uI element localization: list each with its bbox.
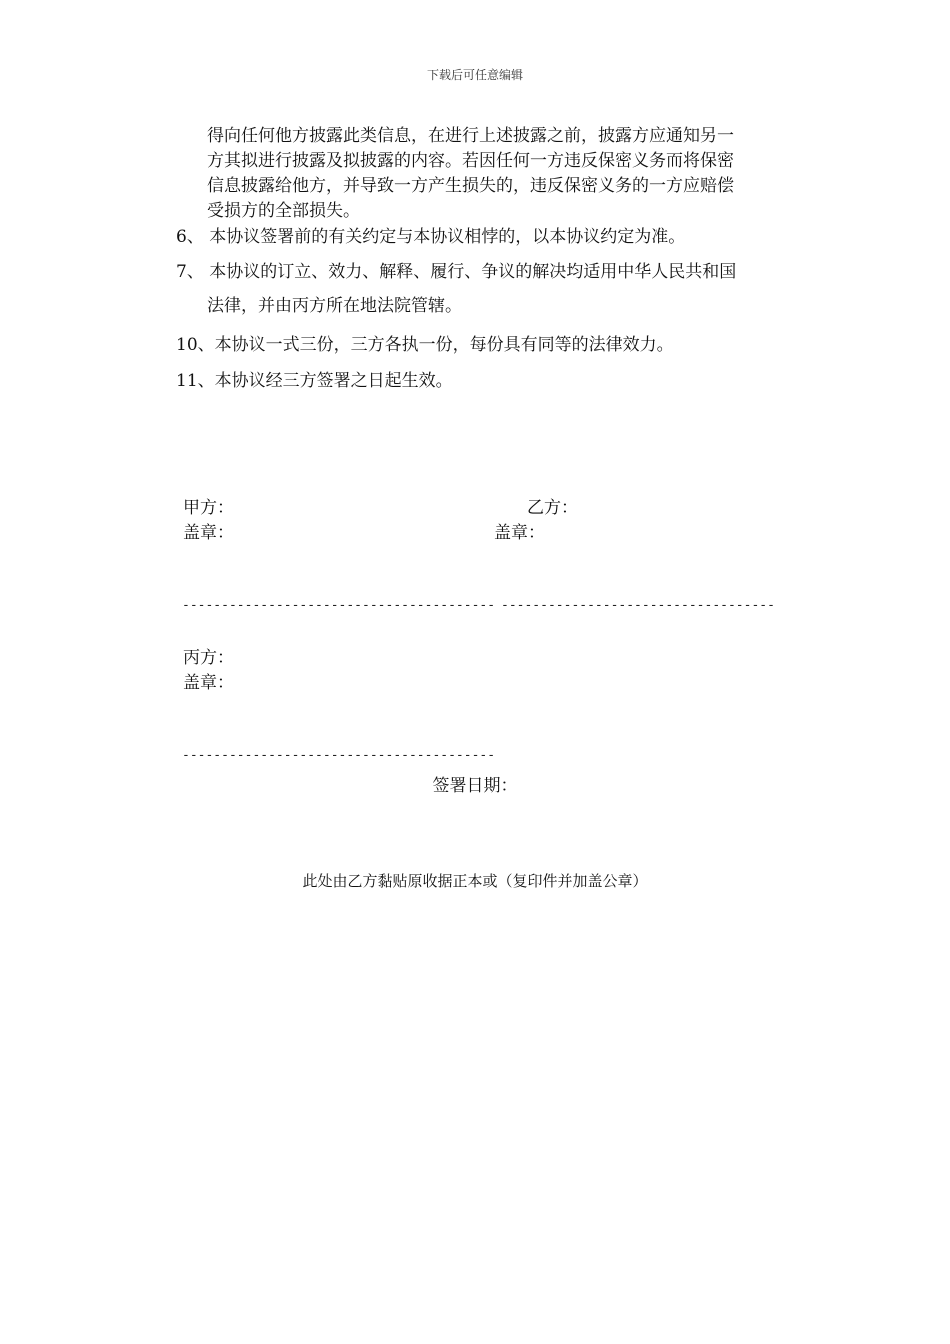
party-b-seal-label: 盖章： <box>494 523 545 543</box>
clause-6 <box>176 225 685 250</box>
clause-7-continuation: 法律，并由丙方所在地法院管辖。 <box>207 296 462 316</box>
text-line: 受损方的全部损失。 <box>207 201 360 221</box>
clause-number: 7、 <box>176 262 204 282</box>
party-b-label: 乙方： <box>527 498 578 518</box>
clause-5-continuation <box>207 124 807 224</box>
clause-10: 10、本协议一式三份，三方各执一份，每份具有同等的法律效力。 <box>176 335 674 355</box>
text-line: 方其拟进行披露及拟披露的内容。若因任何一方违反保密义务而将保密 <box>207 151 734 171</box>
party-a-seal-label: 盖章： <box>183 523 234 543</box>
party-a-label: 甲方： <box>183 498 234 518</box>
clause-text: 本协议的订立、效力、解释、履行、争议的解决均适用中华人民共和国 <box>203 262 737 282</box>
text-line: 得向任何他方披露此类信息，在进行上述披露之前，披露方应通知另一 <box>207 126 734 146</box>
party-b-signature-line: ----------------------------------- <box>501 598 775 613</box>
receipt-attachment-note: 此处由乙方黏贴原收据正本或（复印件并加盖公章） <box>302 872 648 890</box>
signing-date-label: 签署日期： <box>432 776 518 796</box>
party-c-signature-line: ---------------------------------------- <box>182 748 496 763</box>
clause-11: 11、本协议经三方签署之日起生效。 <box>176 371 453 391</box>
clause-number: 6、 <box>176 227 204 247</box>
text-line: 信息披露给他方，并导致一方产生损失的，违反保密义务的一方应赔偿 <box>207 176 734 196</box>
party-c-label: 丙方： <box>183 648 234 668</box>
clause-text: 本协议签署前的有关约定与本协议相悖的，以本协议约定为准。 <box>203 227 686 247</box>
page-header-note: 下载后可任意编辑 <box>426 68 523 82</box>
party-c-seal-label: 盖章： <box>183 673 234 693</box>
party-a-signature-line: ---------------------------------------- <box>182 598 496 613</box>
clause-7 <box>176 260 736 285</box>
